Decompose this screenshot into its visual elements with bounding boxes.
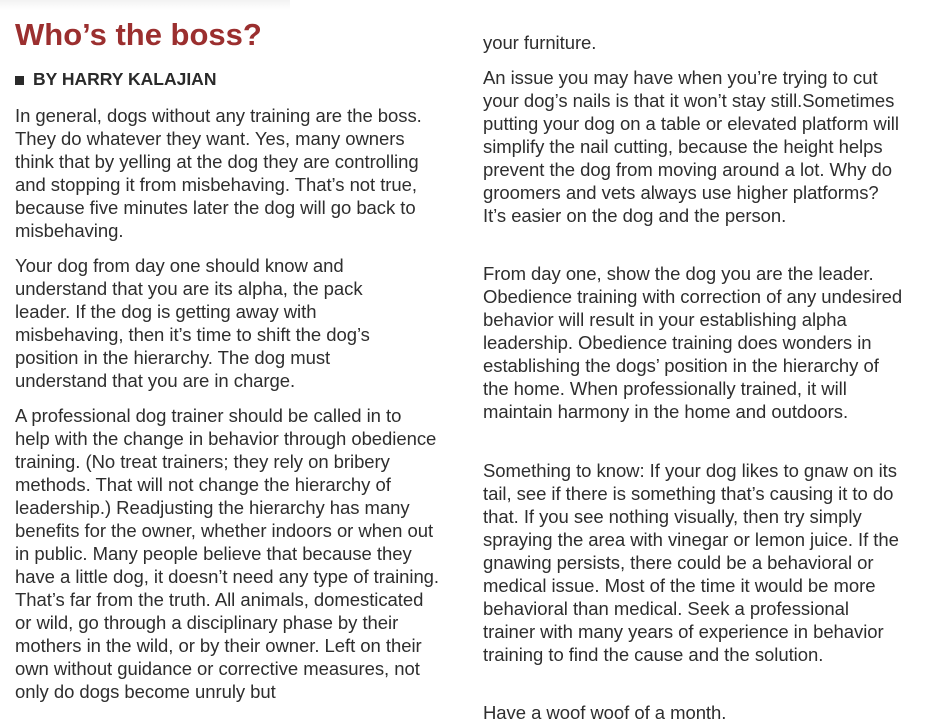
left-paragraph-1: In general, dogs without any training are the boss. They do whatever they want. Yes, many owners think that by yelling at the dog they are controlling and stopping it from misbehaving. That’s not true, because five minutes later the dog will go back to misbehaving. bbox=[15, 105, 422, 241]
byline-text: BY HARRY KALAJIAN bbox=[33, 69, 217, 89]
right-paragraph-continued: your furniture. bbox=[483, 32, 597, 53]
left-paragraph-2: Your dog from day one should know and understand that you are its alpha, the pack leader. If the dog is getting away with misbehaving, then it’s time to shift the dog’s position in the hierarchy. The dog must understand that you are in charge. bbox=[15, 255, 370, 391]
top-shadow bbox=[0, 0, 290, 10]
right-paragraph-1: An issue you may have when you’re trying to cut your dog’s nails is that it won’t stay still.Sometimes putting your dog on a table or elevated platform will simplify the nail cutting, because the height helps prevent the dog from moving around a lot. Why do groomers and vets always use higher platforms? It’s easier on the dog and the person. bbox=[483, 67, 899, 226]
right-paragraph-3: Something to know: If your dog likes to gnaw on its tail, see if there is something that’s causing it to do that. If you see nothing visually, then try simply spraying the area with vinegar or lemon juice. If the gnawing persists, there could be a behavioral or medical issue. Most of the time it would be more behavioral than medical. Seek a professional trainer with many years of experience in behavior training to find the cause and the solution. bbox=[483, 460, 899, 665]
article-title: Who’s the boss? bbox=[15, 17, 262, 52]
square-bullet-icon bbox=[15, 76, 24, 85]
right-paragraph-closing: Have a woof woof of a month. bbox=[483, 702, 727, 723]
left-paragraph-3: A professional dog trainer should be called in to help with the change in behavior through obedience training. (No treat trainers; they rely on bribery methods. That will not change the hierarchy of leadership.) Readjusting the hierarchy has many benefits for the owner, whether indoors or when out in public. Many people believe that because they have a little dog, it doesn’t need any type of training. That’s far from the truth. All animals, domesticated or wild, go through a disciplinary phase by their mothers in the wild, or by their owner. Left on their own without guidance or corrective measures, not only do dogs become unruly but bbox=[15, 405, 440, 702]
byline bbox=[15, 67, 216, 91]
right-paragraph-2: From day one, show the dog you are the leader. Obedience training with correction of any undesired behavior will result in your establishing alpha leadership. Obedience training does wonders in establishing the dogs’ position in the hierarchy of the home. When professionally trained, it will maintain harmony in the home and outdoors. bbox=[483, 263, 903, 422]
